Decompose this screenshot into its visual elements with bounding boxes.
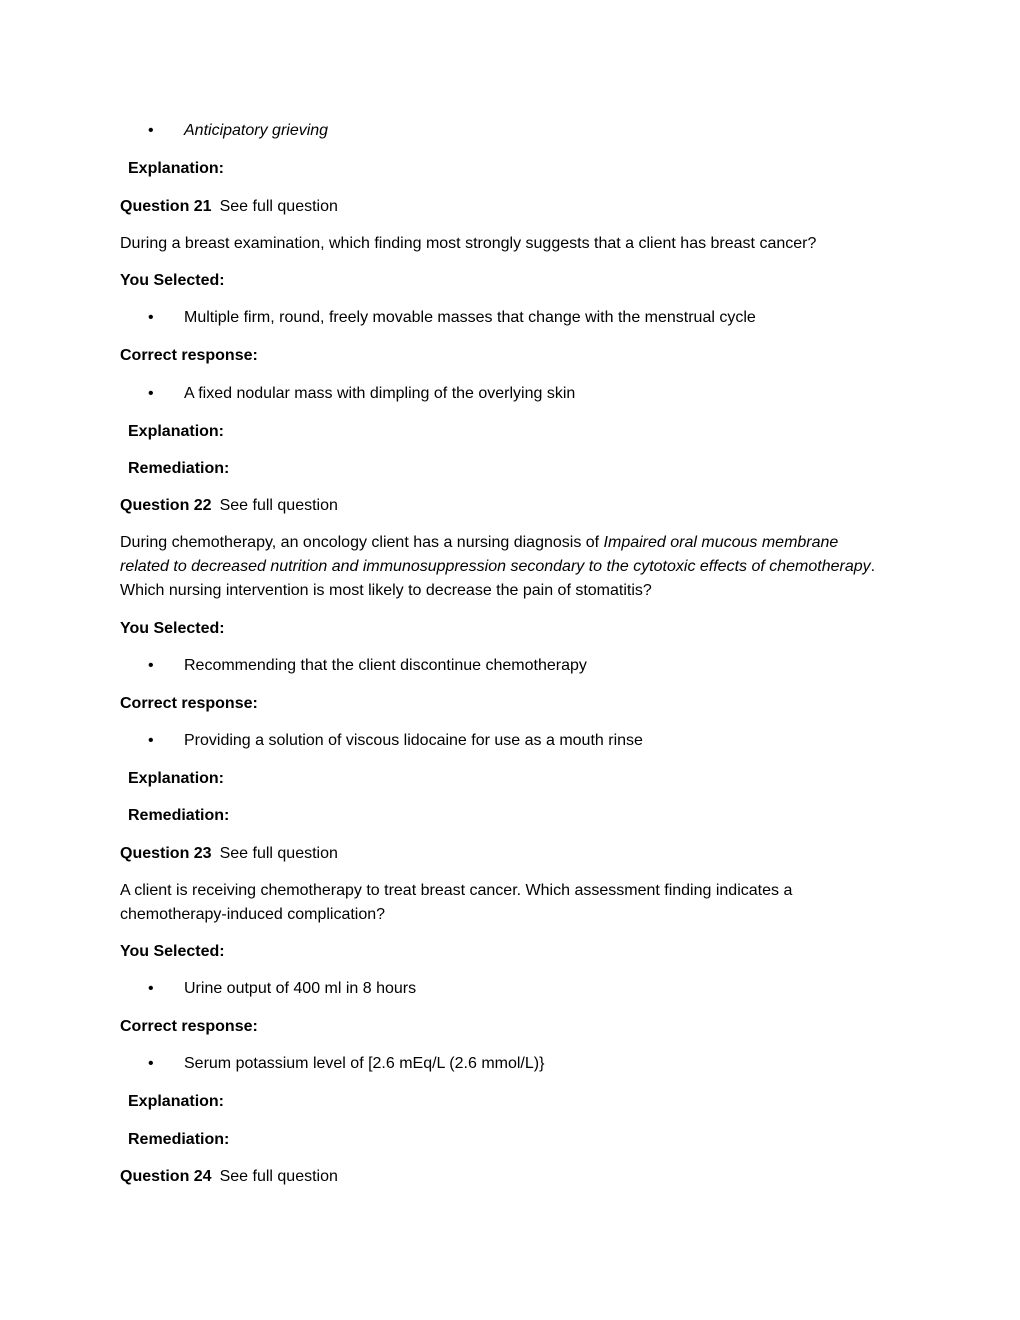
q20-option: Anticipatory grieving	[184, 122, 329, 139]
q22-text-after: . Which nursing intervention is most likely to decrease the pain of stomatitis?	[120, 558, 876, 599]
question-24-label: Question 24	[120, 1168, 212, 1185]
question-23-label: Question 23	[120, 845, 212, 862]
bullet-glyph: •	[148, 657, 154, 674]
q21-correct-answer: A fixed nodular mass with dimpling of the overlying skin	[184, 385, 576, 402]
question-23-header	[120, 842, 338, 866]
q23-correct-label: Correct response:	[120, 1018, 258, 1035]
q21-remediation-label: Remediation:	[128, 460, 230, 477]
question-21-label: Question 21	[120, 198, 212, 215]
q21-correct-label: Correct response:	[120, 347, 258, 364]
question-23-text: A client is receiving chemotherapy to treat breast cancer. Which assessment finding indicates a chemotherapy-induced complication?	[120, 882, 793, 923]
see-full-question-link[interactable]: See full question	[219, 497, 338, 514]
q22-nursing-diagnosis: Impaired oral mucous membrane related to decreased nutrition and immunosuppression secondary to the cytotoxic effects of chemotherapy	[120, 534, 871, 575]
q23-remediation-label: Remediation:	[128, 1131, 230, 1148]
question-22-label: Question 22	[120, 497, 212, 514]
q22-explanation-label: Explanation:	[128, 770, 225, 787]
see-full-question-link[interactable]: See full question	[219, 1168, 338, 1185]
q21-explanation-label: Explanation:	[128, 423, 225, 440]
q21-you-selected-answer: Multiple firm, round, freely movable masses that change with the menstrual cycle	[184, 309, 756, 326]
q22-correct-answer: Providing a solution of viscous lidocaine for use as a mouth rinse	[184, 732, 643, 749]
question-24-header	[120, 1165, 338, 1189]
q22-you-selected-answer: Recommending that the client discontinue chemotherapy	[184, 657, 587, 674]
q23-explanation-label: Explanation:	[128, 1093, 225, 1110]
question-22-header	[120, 494, 338, 518]
see-full-question-link[interactable]: See full question	[219, 198, 338, 215]
q23-correct-answer: Serum potassium level of [2.6 mEq/L (2.6 mmol/L)}	[184, 1055, 545, 1072]
question-21-header	[120, 195, 338, 219]
see-full-question-link[interactable]: See full question	[219, 845, 338, 862]
bullet-glyph: •	[148, 1055, 154, 1072]
q21-you-selected-label: You Selected:	[120, 272, 225, 289]
bullet-glyph: •	[148, 732, 154, 749]
q20-explanation-label: Explanation:	[128, 160, 225, 177]
question-22-text	[120, 531, 890, 603]
q22-text-before: During chemotherapy, an oncology client has a nursing diagnosis of	[120, 534, 604, 551]
q22-remediation-label: Remediation:	[128, 807, 230, 824]
question-21-text: During a breast examination, which finding most strongly suggests that a client has breast cancer?	[120, 235, 817, 252]
bullet-glyph: •	[148, 385, 154, 402]
bullet-glyph: •	[148, 309, 154, 326]
q22-correct-label: Correct response:	[120, 695, 258, 712]
bullet-glyph: •	[148, 980, 154, 997]
bullet-glyph: •	[148, 122, 154, 139]
q22-you-selected-label: You Selected:	[120, 620, 225, 637]
q23-you-selected-label: You Selected:	[120, 943, 225, 960]
q23-you-selected-answer: Urine output of 400 ml in 8 hours	[184, 980, 417, 997]
